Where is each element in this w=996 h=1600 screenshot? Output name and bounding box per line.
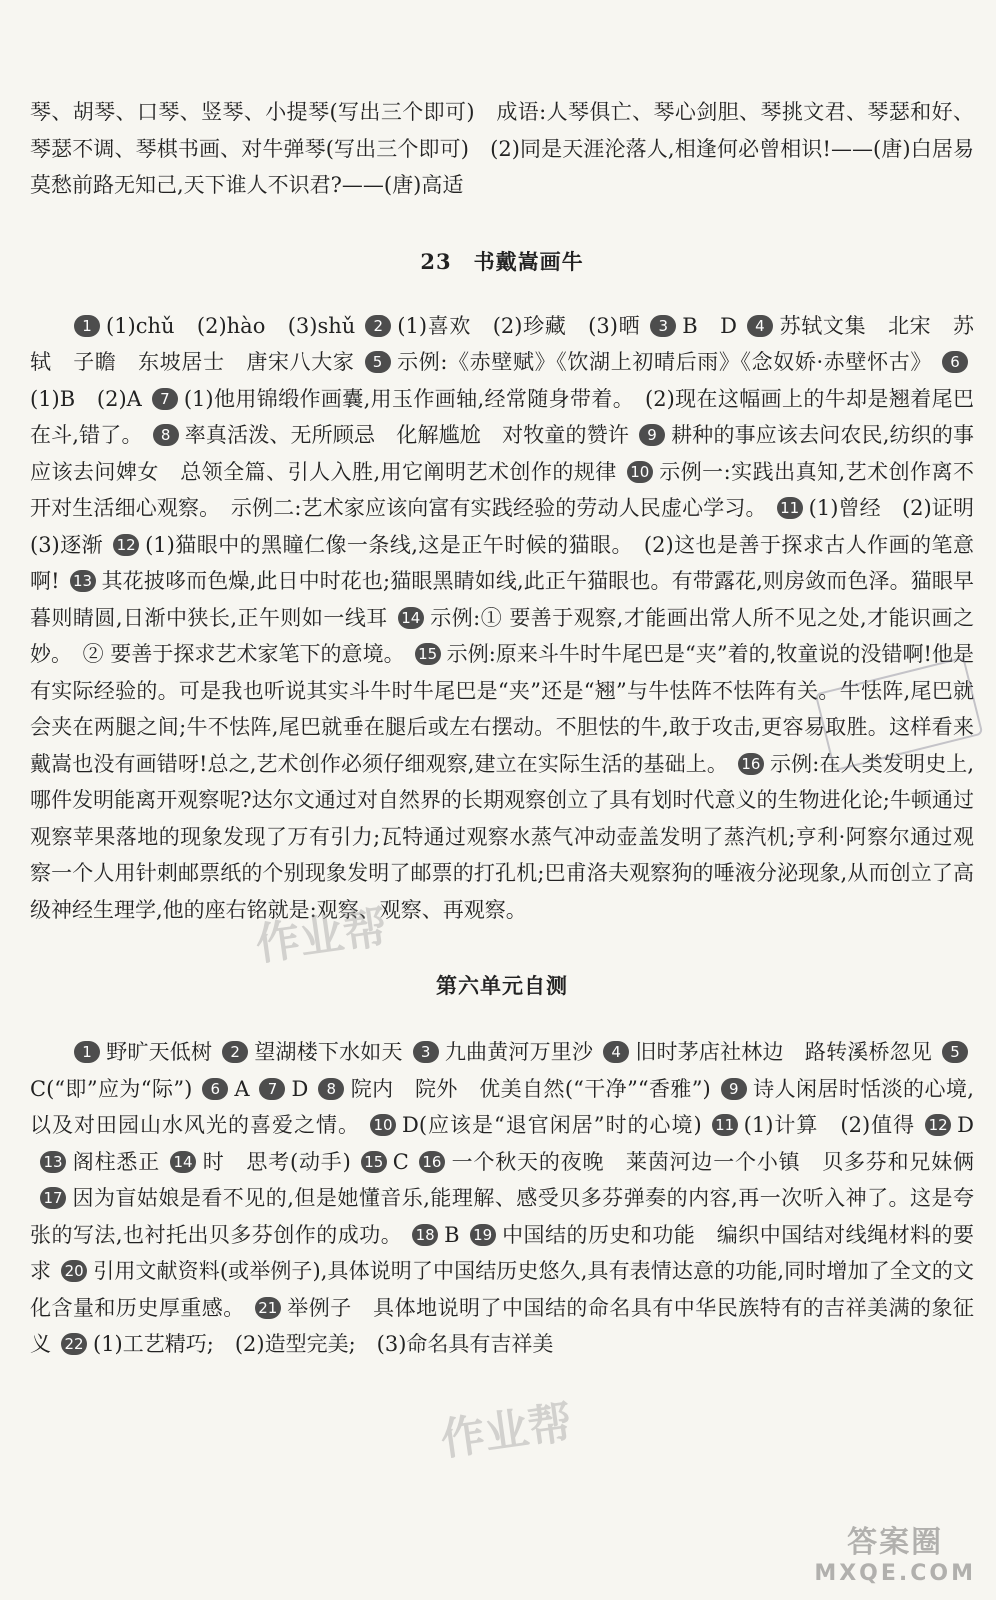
answer-item bbox=[143, 423, 629, 447]
answer-item bbox=[640, 314, 737, 338]
question-number-badge: 1 bbox=[74, 1041, 100, 1063]
question-number-badge: 7 bbox=[152, 388, 178, 410]
question-number-badge: 16 bbox=[419, 1151, 445, 1173]
question-number-badge: 12 bbox=[113, 534, 139, 556]
question-number-badge: 6 bbox=[942, 351, 968, 373]
answer-item bbox=[403, 1040, 594, 1064]
logo-url: MXQE.COM bbox=[814, 1561, 976, 1586]
answer-item bbox=[351, 1150, 409, 1174]
answer-text: 诗人闲居时恬淡的心境,以及对田园山水风光的喜爱之情。 bbox=[30, 1076, 974, 1137]
answer-item bbox=[308, 1077, 710, 1101]
answer-text: 野旷天低树 bbox=[106, 1040, 213, 1064]
answer-text: 示例:在人类发明史上,哪件发明能离开观察呢?达尔文通过对自然界的长期观察创立了具有划时代意义的生物进化论;牛顿通过观察苹果落地的现象发现了万有引力;瓦特通过观察水蒸气冲动壶盖发明了蒸汽机;亨利·阿察尔通过观察一个人用针刺邮票纸的个别现象发明了邮票的打孔机;巴甫洛夫观察狗的唾液分泌现象,从而创立了高级神经生理学,他的座右铭就是:观察、观察、再观察。 bbox=[30, 751, 974, 922]
answer-text: 其花披哆而色燥,此日中时花也;猫眼黑睛如线,此正午猫眼也。有带露花,则房敛而色泽。猫眼早暮则睛圆,日渐中狭长,正午则如一线耳 bbox=[30, 569, 974, 630]
question-number-badge: 1 bbox=[74, 315, 100, 337]
section-6-title: 第六单元自测 bbox=[436, 973, 568, 998]
answer-item bbox=[51, 1332, 553, 1356]
answer-text: D bbox=[957, 1113, 974, 1137]
answer-text: 示例:① 要善于观察,才能画出常人所不见之处,才能识画之妙。 ② 要善于探求艺术家笔下的意境。 bbox=[30, 605, 974, 666]
answer-text: 一个秋天的夜晚 莱茵河边一个小镇 贝多芬和兄妹俩 bbox=[450, 1149, 975, 1174]
answer-item bbox=[915, 1113, 974, 1137]
question-number-badge: 11 bbox=[777, 497, 803, 519]
question-number-badge: 13 bbox=[70, 570, 96, 592]
question-number-badge: 2 bbox=[365, 315, 391, 337]
answer-item bbox=[160, 1150, 351, 1174]
answer-text: 院内 院外 优美自然(“干净”“香雅”) bbox=[350, 1076, 711, 1101]
question-number-badge: 4 bbox=[747, 315, 773, 337]
answer-item bbox=[30, 1040, 212, 1064]
answer-text: (1)猫眼中的黑瞳仁像一条线,这是正午时候的猫眼。 (2)这也是善于探求古人作画的笔意啊! bbox=[30, 532, 974, 593]
answer-item bbox=[702, 1113, 915, 1137]
answer-item bbox=[30, 752, 974, 922]
answer-item bbox=[409, 1150, 974, 1174]
answer-text: D(应该是“退官闲居”时的心境) bbox=[401, 1113, 702, 1137]
question-number-badge: 14 bbox=[398, 607, 424, 629]
question-number-badge: 17 bbox=[40, 1187, 66, 1209]
answer-text: 耕种的事应该去问农民,纺织的事应该去问婢女 总领全篇、引人入胜,用它阐明艺术创作的规律 bbox=[30, 423, 974, 484]
answer-text: (1)计算 (2)值得 bbox=[743, 1113, 916, 1137]
answer-text: B bbox=[444, 1222, 460, 1247]
question-number-badge: 12 bbox=[925, 1114, 951, 1136]
logo-text: 答案圈 bbox=[847, 1525, 944, 1560]
answer-item bbox=[249, 1077, 308, 1101]
answer-text: D bbox=[291, 1076, 309, 1101]
site-logo bbox=[814, 1517, 976, 1586]
question-number-badge: 5 bbox=[365, 351, 391, 373]
answer-text: (1)他用锦缎作画囊,用玉作画轴,经常随身带着。 (2)现在这幅画上的牛却是翘着尾巴在斗,错了。 bbox=[30, 386, 975, 447]
answer-item bbox=[212, 1040, 403, 1064]
question-number-badge: 8 bbox=[153, 424, 179, 446]
answer-item bbox=[593, 1040, 932, 1064]
answer-text: 率真活泼、无所顾忌 化解尴尬 对牧童的赞许 bbox=[184, 423, 629, 447]
answer-text: (1)曾经 (2)证明 (3)逐渐 bbox=[30, 496, 995, 557]
answer-text: 中国结的历史和功能 编织中国结对线绳材料的要求 bbox=[30, 1222, 974, 1283]
question-number-badge: 21 bbox=[255, 1297, 281, 1319]
answer-text: (1)喜欢 (2)珍藏 (3)晒 bbox=[397, 313, 641, 338]
answer-item bbox=[355, 314, 640, 338]
question-number-badge: 4 bbox=[603, 1041, 629, 1063]
question-number-badge: 10 bbox=[627, 461, 653, 483]
answer-text: A bbox=[234, 1076, 250, 1101]
question-number-badge: 14 bbox=[170, 1151, 196, 1173]
watermark: 作业帮 bbox=[437, 1397, 576, 1466]
answer-text: 因为盲姑娘是看不见的,但是她懂音乐,能理解、感受贝多芬弹奏的内容,再一次听入神了。这是夸张的写法,也衬托出贝多芬创作的成功。 bbox=[30, 1186, 974, 1247]
question-number-badge: 2 bbox=[222, 1041, 248, 1063]
answer-text: 引用文献资料(或举例子),具体说明了中国结历史悠久,具有表情达意的功能,同时增加了全文的文化含量和历史厚重感。 bbox=[30, 1259, 974, 1320]
answer-item bbox=[192, 1077, 249, 1101]
answer-text: 苏轼文集 北宋 苏轼 子瞻 东坡居士 唐宋八大家 bbox=[30, 313, 974, 374]
answer-text: 示例:原来斗牛时牛尾巴是“夹”着的,牧童说的没错啊!他是有实际经验的。可是我也听说其实斗牛时牛尾巴是“夹”还是“翘”与牛怯阵不怯阵有关。牛怯阵,尾巴就会夹在两腿之间;牛不怯阵,尾巴就垂在腿后或左右摆动。不胆怯的牛,敢于攻击,更容易取胜。这样看来戴嵩也没有画错呀!总之,艺术创作必须仔细观察,建立在实际生活的基础上。 bbox=[30, 642, 974, 776]
answer-text: (1)B (2)A bbox=[30, 386, 142, 411]
answer-text: 阁柱悉正 bbox=[72, 1149, 160, 1174]
answer-item bbox=[360, 1113, 702, 1137]
answer-text: 示例:《赤壁赋》《饮湖上初晴后雨》《念奴娇·赤壁怀古》 bbox=[396, 350, 933, 374]
question-number-badge: 5 bbox=[942, 1041, 968, 1063]
question-number-badge: 6 bbox=[202, 1078, 228, 1100]
question-number-badge: 3 bbox=[650, 315, 676, 337]
answer-text: 旧时茅店社林边 路转溪桥忽见 bbox=[635, 1040, 933, 1064]
question-number-badge: 9 bbox=[639, 424, 665, 446]
answer-text: B D bbox=[682, 313, 737, 338]
answer-text: C bbox=[392, 1149, 409, 1174]
answer-item bbox=[402, 1223, 459, 1247]
answer-item bbox=[355, 350, 933, 374]
answer-text: 举例子 具体地说明了中国结的命名具有中华民族特有的吉祥美满的象征义 bbox=[30, 1295, 975, 1356]
answer-text: (1)工艺精巧; (2)造型完美; (3)命名具有吉祥美 bbox=[93, 1332, 554, 1356]
question-number-badge: 13 bbox=[40, 1151, 66, 1173]
answer-text: 望湖楼下水如天 bbox=[254, 1040, 403, 1064]
question-number-badge: 9 bbox=[721, 1078, 747, 1100]
question-number-badge: 8 bbox=[318, 1078, 344, 1100]
question-number-badge: 3 bbox=[413, 1041, 439, 1063]
watermark: 作业帮 bbox=[252, 902, 391, 971]
answer-item bbox=[30, 1150, 160, 1174]
answer-item bbox=[30, 314, 355, 338]
question-number-badge: 20 bbox=[61, 1260, 87, 1282]
answer-text: 九曲黄河万里沙 bbox=[444, 1040, 594, 1064]
question-number-badge: 18 bbox=[412, 1224, 438, 1246]
question-number-badge: 19 bbox=[470, 1224, 496, 1246]
answer-text: 示例一:实践出真知,艺术创作离不开对生活细心观察。 示例二:艺术家应该向富有实践经验的劳动人民虚心学习。 bbox=[30, 459, 974, 520]
question-number-badge: 11 bbox=[712, 1114, 738, 1136]
question-number-badge: 7 bbox=[259, 1078, 285, 1100]
answer-text: 时 思考(动手) bbox=[202, 1149, 351, 1174]
section-23-title: 23 书戴嵩画牛 bbox=[420, 248, 584, 274]
question-number-badge: 10 bbox=[370, 1114, 396, 1136]
question-number-badge: 15 bbox=[415, 643, 441, 665]
section-6-answers bbox=[30, 1034, 974, 1363]
answer-text: (1)chǔ (2)hào (3)shǔ bbox=[106, 313, 356, 338]
question-number-badge: 16 bbox=[738, 753, 764, 775]
question-number-badge: 22 bbox=[61, 1333, 87, 1355]
section-23-answers bbox=[30, 308, 995, 929]
answer-text: C(“即”应为“际”) bbox=[30, 1076, 193, 1101]
intro-paragraph: 琴、胡琴、口琴、竖琴、小提琴(写出三个即可) 成语:人琴俱亡、琴心剑胆、琴挑文君、琴瑟和好、琴瑟不调、琴棋书画、对牛弹琴(写出三个即可) (2)同是天涯沦落人,相逢何必曾相识!——(唐)白居易 莫愁前路无知己,天下谁人不识君?——(唐)高适 bbox=[30, 100, 995, 197]
question-number-badge: 15 bbox=[361, 1151, 387, 1173]
